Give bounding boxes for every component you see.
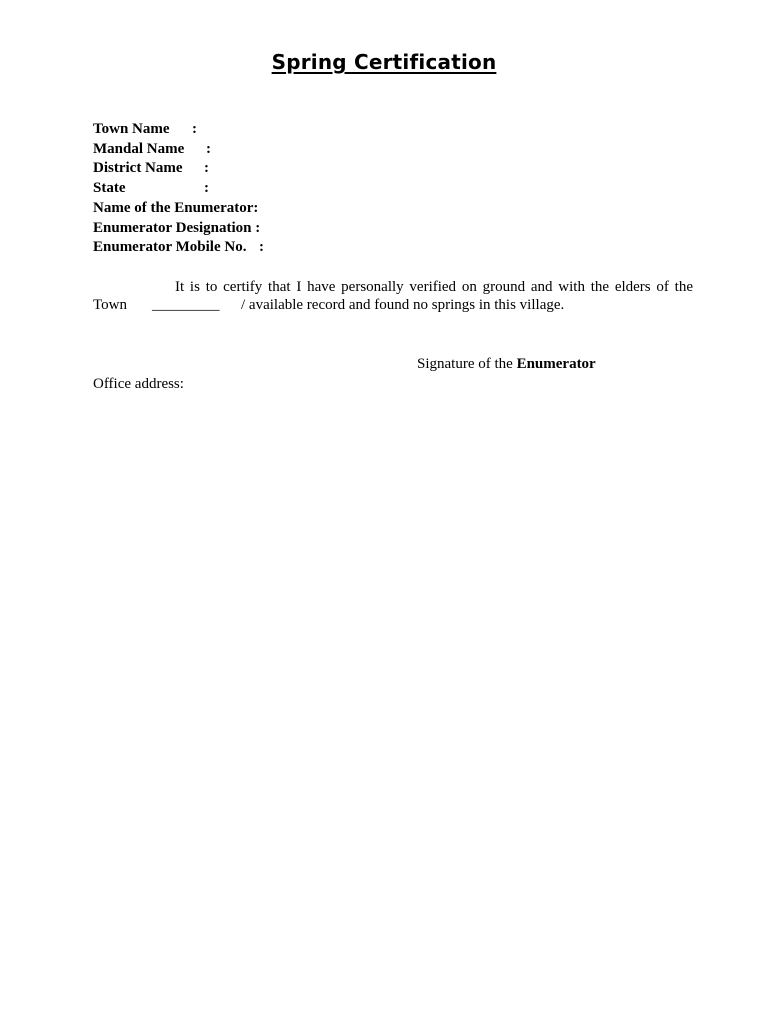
district-name-colon: : (204, 160, 209, 176)
document-title (0, 48, 768, 76)
state-colon: : (204, 180, 209, 196)
state-label: State (93, 180, 126, 196)
field-state (93, 179, 209, 197)
enumerator-name-label: Name of the Enumerator: (93, 200, 259, 216)
enumerator-designation-label: Enumerator Designation : (93, 220, 261, 236)
field-enumerator-designation (93, 219, 260, 237)
certification-town-word: Town (93, 297, 127, 313)
certification-line-1: It is to certify that I have personally verified on ground and with the elders of the (175, 279, 693, 295)
town-name-label: Town Name (93, 121, 170, 137)
field-town-name (93, 120, 197, 138)
signature-line (417, 355, 596, 373)
title-text: Spring Certification (271, 50, 497, 74)
signature-role: Enumerator (516, 356, 596, 372)
signature-prefix: Signature of the (417, 356, 517, 372)
enumerator-mobile-colon: : (259, 239, 264, 255)
town-blank-line: _________ (152, 297, 220, 313)
field-enumerator-mobile (93, 238, 264, 256)
town-name-colon: : (192, 121, 197, 137)
enumerator-mobile-label: Enumerator Mobile No. (93, 239, 247, 255)
field-mandal-name (93, 140, 211, 158)
mandal-name-label: Mandal Name (93, 141, 185, 157)
field-enumerator-name (93, 199, 258, 217)
district-name-label: District Name (93, 160, 183, 176)
mandal-name-colon: : (206, 141, 211, 157)
field-district-name (93, 159, 209, 177)
certification-line-2: / available record and found no springs in this village. (241, 297, 565, 313)
office-address-label: Office address: (93, 376, 184, 392)
